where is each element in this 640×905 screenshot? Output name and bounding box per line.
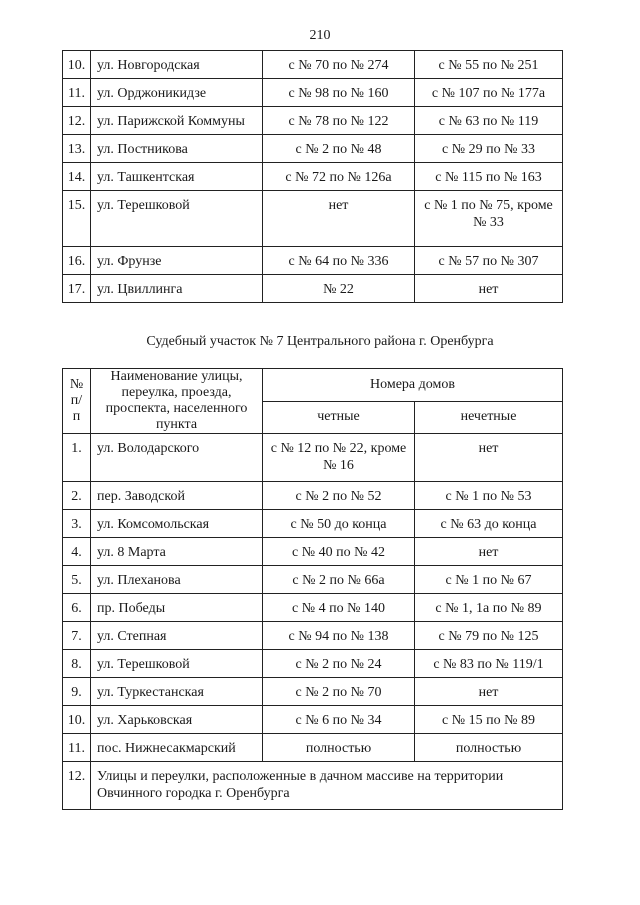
even-numbers: с № 6 по № 34 (263, 706, 415, 734)
row-number: 7. (63, 622, 91, 650)
street-name: ул. Постникова (91, 135, 263, 163)
table-row (63, 275, 563, 303)
table-row (63, 678, 563, 706)
row-number: 4. (63, 538, 91, 566)
page-number: 210 (309, 28, 331, 43)
street-name: ул. 8 Марта (91, 538, 263, 566)
table-row (63, 163, 563, 191)
streets-table-continued (62, 50, 563, 303)
odd-numbers: с № 79 по № 125 (415, 622, 563, 650)
even-numbers: с № 78 по № 122 (263, 107, 415, 135)
odd-numbers: с № 1 по № 67 (415, 566, 563, 594)
even-numbers: полностью (263, 734, 415, 762)
street-name: ул. Харьковская (91, 706, 263, 734)
street-name: ул. Парижской Коммуны (91, 107, 263, 135)
odd-numbers: с № 1, 1а по № 89 (415, 594, 563, 622)
row-number: 10. (63, 51, 91, 79)
row-number: 15. (63, 191, 91, 247)
header-house-numbers: Номера домов (263, 369, 563, 402)
row-number: 8. (63, 650, 91, 678)
even-numbers: с № 2 по № 48 (263, 135, 415, 163)
street-name: ул. Ташкентская (91, 163, 263, 191)
street-name: ул. Плеханова (91, 566, 263, 594)
street-name: ул. Цвиллинга (91, 275, 263, 303)
even-numbers: с № 70 по № 274 (263, 51, 415, 79)
street-name: ул. Володарского (91, 434, 263, 482)
even-numbers: с № 2 по № 66а (263, 566, 415, 594)
even-numbers: с № 2 по № 70 (263, 678, 415, 706)
street-name: ул. Новгородская (91, 51, 263, 79)
even-numbers: с № 2 по № 52 (263, 482, 415, 510)
table-row (63, 622, 563, 650)
row-number: 17. (63, 275, 91, 303)
odd-numbers: с № 55 по № 251 (415, 51, 563, 79)
section-caption: Судебный участок № 7 Центрального района г. Оренбурга (146, 334, 494, 349)
odd-numbers: с № 29 по № 33 (415, 135, 563, 163)
even-numbers: нет (263, 191, 415, 247)
table-row (63, 734, 563, 762)
table-row (63, 762, 563, 810)
street-name: ул. Комсомольская (91, 510, 263, 538)
row-number: 1. (63, 434, 91, 482)
odd-numbers: с № 1 по № 53 (415, 482, 563, 510)
odd-numbers: с № 15 по № 89 (415, 706, 563, 734)
row-number: 5. (63, 566, 91, 594)
merged-description: Улицы и переулки, расположенные в дачном массиве на территории Овчинного городка г. Оренбурга (91, 762, 563, 810)
row-number: 13. (63, 135, 91, 163)
street-name: ул. Степная (91, 622, 263, 650)
header-street: Наименование улицы, переулка, проезда, проспекта, населенного пункта (91, 369, 263, 434)
odd-numbers: нет (415, 538, 563, 566)
even-numbers: с № 72 по № 126а (263, 163, 415, 191)
table-row (63, 538, 563, 566)
even-numbers: с № 50 до конца (263, 510, 415, 538)
street-name: ул. Туркестанская (91, 678, 263, 706)
odd-numbers: нет (415, 275, 563, 303)
row-number: 12. (63, 762, 91, 810)
table-row (63, 107, 563, 135)
district7-streets-table-body (63, 434, 563, 810)
row-number: 14. (63, 163, 91, 191)
row-number: 12. (63, 107, 91, 135)
odd-numbers: полностью (415, 734, 563, 762)
table-row (63, 650, 563, 678)
street-name: ул. Терешковой (91, 191, 263, 247)
table-row (63, 510, 563, 538)
row-number: 16. (63, 247, 91, 275)
row-number: 9. (63, 678, 91, 706)
even-numbers: с № 12 по № 22, кроме № 16 (263, 434, 415, 482)
table-row (63, 135, 563, 163)
table-row (63, 482, 563, 510)
header-even: четные (263, 401, 415, 434)
header-row (63, 369, 563, 402)
odd-numbers: с № 57 по № 307 (415, 247, 563, 275)
table-row (63, 566, 563, 594)
row-number: 11. (63, 734, 91, 762)
street-name: ул. Фрунзе (91, 247, 263, 275)
odd-numbers: с № 1 по № 75, кроме № 33 (415, 191, 563, 247)
even-numbers: с № 64 по № 336 (263, 247, 415, 275)
street-name: пос. Нижнесакмарский (91, 734, 263, 762)
table-row (63, 594, 563, 622)
odd-numbers: нет (415, 434, 563, 482)
odd-numbers: с № 63 по № 119 (415, 107, 563, 135)
header-odd: нечетные (415, 401, 563, 434)
table-row (63, 247, 563, 275)
even-numbers: с № 40 по № 42 (263, 538, 415, 566)
even-numbers: № 22 (263, 275, 415, 303)
streets-table-continued-body (63, 51, 563, 303)
row-number: 6. (63, 594, 91, 622)
street-name: пер. Заводской (91, 482, 263, 510)
table-row (63, 51, 563, 79)
table-row (63, 434, 563, 482)
even-numbers: с № 2 по № 24 (263, 650, 415, 678)
even-numbers: с № 4 по № 140 (263, 594, 415, 622)
row-number: 3. (63, 510, 91, 538)
table-row (63, 706, 563, 734)
table-row (63, 191, 563, 247)
table-row (63, 79, 563, 107)
odd-numbers: нет (415, 678, 563, 706)
row-number: 2. (63, 482, 91, 510)
odd-numbers: с № 107 по № 177а (415, 79, 563, 107)
even-numbers: с № 94 по № 138 (263, 622, 415, 650)
odd-numbers: с № 83 по № 119/1 (415, 650, 563, 678)
even-numbers: с № 98 по № 160 (263, 79, 415, 107)
row-number: 11. (63, 79, 91, 107)
row-number: 10. (63, 706, 91, 734)
header-num: № п/п (63, 369, 91, 434)
street-name: пр. Победы (91, 594, 263, 622)
odd-numbers: с № 115 по № 163 (415, 163, 563, 191)
district7-streets-table (62, 368, 563, 810)
street-name: ул. Орджоникидзе (91, 79, 263, 107)
street-name: ул. Терешковой (91, 650, 263, 678)
odd-numbers: с № 63 до конца (415, 510, 563, 538)
